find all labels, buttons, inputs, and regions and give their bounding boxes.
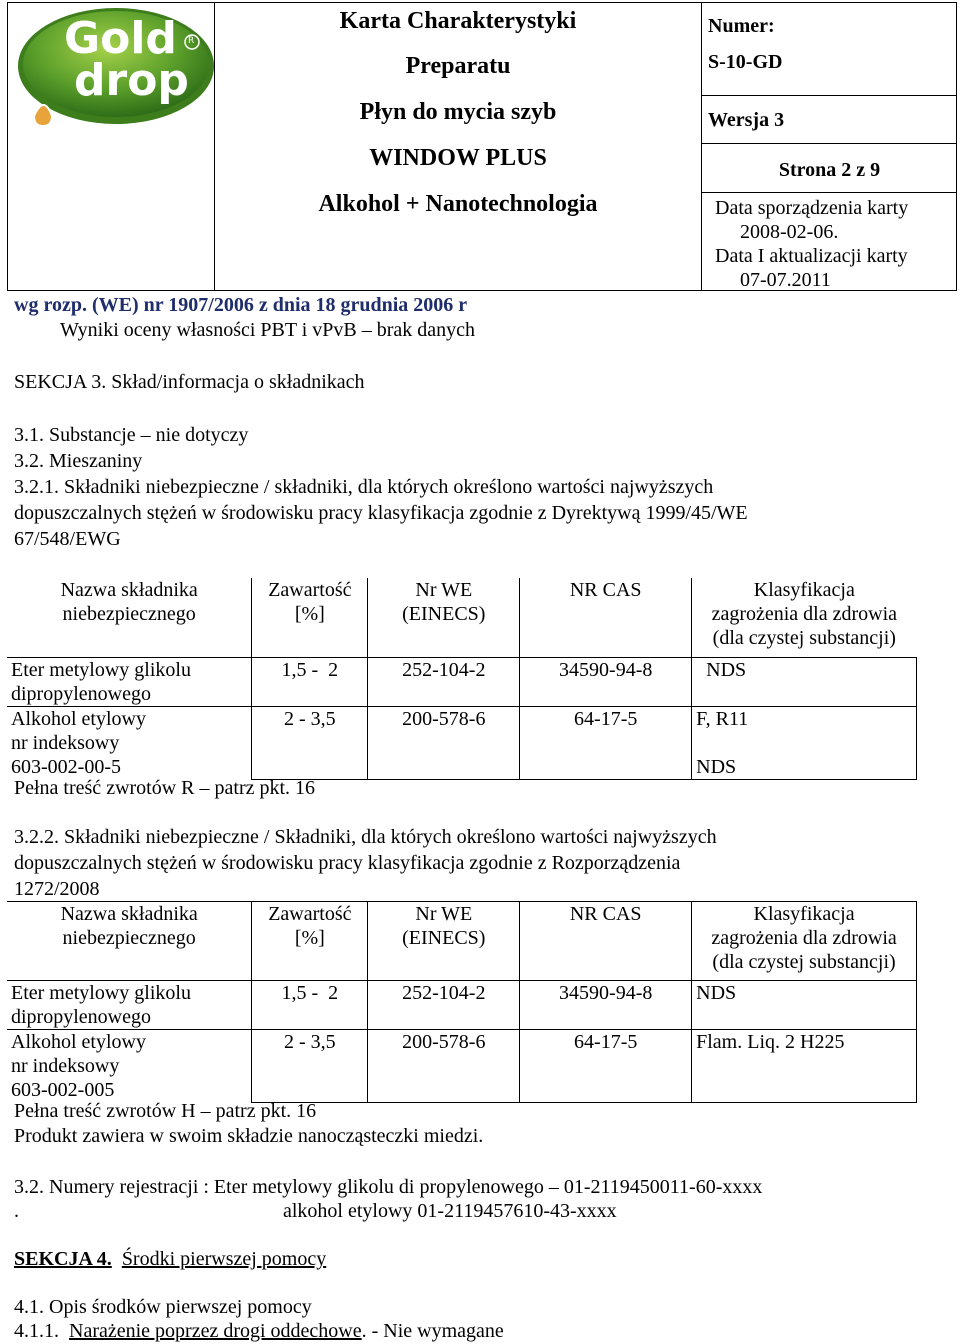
data-sporzadzenia-value: 2008-02-06. [740, 221, 839, 243]
cell-nazwa: Eter metylowy glikolu dipropylenowego [11, 658, 191, 705]
section-3-heading-rest: . Skład/informacja o składnikach [101, 371, 365, 393]
section-3-2-2-line-3: 1272/2008 [14, 878, 100, 900]
section-3-1: 3.1. Substancje – nie dotyczy [14, 424, 249, 446]
header-nazwa: Nazwa składnika niebezpiecznego [60, 579, 198, 625]
cell-nr-we: 200-578-6 [402, 1031, 486, 1053]
numer-value: S-10-GD [708, 51, 783, 73]
cell-nazwa: Alkohol etylowy nr indeksowy 603-002-005 [11, 1031, 146, 1101]
cell-zawartosc: 1,5 - 2 [281, 658, 339, 681]
section-4-1-1 [14, 1319, 504, 1343]
logo-text-drop: drop [74, 55, 189, 106]
section-3-heading-prefix: SEKCJA 3 [14, 371, 102, 393]
header-zawartosc: Zawartość [%] [268, 903, 352, 949]
section-4-heading-title: Środki pierwszej pomocy [121, 1248, 327, 1270]
cell-nr-cas: 64-17-5 [574, 1031, 638, 1053]
cell-klasyfikacja: Flam. Liq. 2 H225 [696, 1031, 845, 1053]
cell-nr-cas: 64-17-5 [574, 707, 638, 730]
nano-note: Produkt zawiera w swoim składzie nanocząsteczki miedzi. [14, 1125, 484, 1147]
logo-text-gold: Gold [64, 13, 177, 64]
section-3-2-1-line-3: 67/548/EWG [14, 528, 121, 550]
table-row [7, 657, 917, 706]
section-3-2-2-line-2: dopuszczalnych stężeń w środowisku pracy klasyfikacja zgodnie z Rozporządzenia [14, 852, 681, 874]
title-line-4: WINDOW PLUS [369, 145, 547, 171]
cell-nazwa: Alkohol etylowy nr indeksowy 603-002-00-5 [11, 707, 146, 778]
cell-klasyfikacja: NDS [696, 982, 737, 1004]
title-line-3: Płyn do mycia szyb [359, 99, 557, 125]
header-nr-we: Nr WE (EINECS) [402, 903, 486, 949]
pbt-line: Wyniki oceny własności PBT i vPvB – brak danych [60, 319, 476, 341]
title-line-5: Alkohol + Nanotechnologia [318, 191, 598, 217]
data-aktualizacji-value: 07-07.2011 [740, 269, 831, 291]
section-4-1-1-num: 4.1.1. [14, 1320, 59, 1342]
section-3-2-1-line-1: 3.2.1. Składniki niebezpieczne / składniki, dla których określono wartości najwyższych [14, 476, 714, 498]
cell-nr-cas: 34590-94-8 [559, 982, 653, 1004]
header-nr-cas: NR CAS [569, 903, 642, 925]
classification-table-2 [7, 901, 917, 1103]
note-r-phrases: Pełna treść zwrotów R – patrz pkt. 16 [14, 777, 316, 799]
section-4-1-1-rest: . - Nie wymagane [361, 1320, 504, 1342]
wersja: Wersja 3 [708, 109, 785, 131]
logo-registered: R [188, 36, 195, 46]
section-3-2: 3.2. Mieszaniny [14, 450, 143, 472]
classification-table-1 [7, 578, 917, 780]
data-sporzadzenia-label: Data sporządzenia karty [715, 197, 909, 219]
cell-nr-cas: 34590-94-8 [559, 658, 653, 681]
data-aktualizacji-label: Data I aktualizacji karty [715, 245, 908, 267]
header-nr-we: Nr WE (EINECS) [402, 579, 486, 625]
table-row [7, 706, 917, 779]
section-4-1: 4.1. Opis środków pierwszej pomocy [14, 1296, 312, 1318]
regulation-line: wg rozp. (WE) nr 1907/2006 z dnia 18 grudnia 2006 r [14, 294, 468, 316]
section-4-heading [14, 1247, 326, 1271]
inhalation-exposure-link[interactable]: Narażenie poprzez drogi oddechowe [69, 1320, 362, 1342]
title-line-2: Preparatu [405, 53, 511, 79]
cell-klasyfikacja: F, R11 NDS [696, 707, 749, 778]
cell-nr-we: 252-104-2 [402, 658, 486, 681]
header-klasyfikacja: Klasyfikacja zagrożenia dla zdrowia (dla czystej substancji) [711, 579, 898, 649]
section-3-heading [14, 370, 365, 394]
section-3-2-2-line-1: 3.2.2. Składniki niebezpieczne / Składniki, dla których określono wartości najwyższych [14, 826, 717, 848]
registration-dot: . [14, 1200, 19, 1222]
cell-klasyfikacja: NDS [706, 658, 747, 681]
table-row [7, 981, 917, 1030]
title-line-1: Karta Charakterystyki [339, 8, 577, 34]
header-nazwa: Nazwa składnika niebezpiecznego [60, 903, 198, 949]
cell-nr-we: 252-104-2 [402, 982, 486, 1004]
cell-zawartosc: 2 - 3,5 [284, 707, 336, 730]
table-row [7, 1030, 917, 1103]
header-nr-cas: NR CAS [569, 579, 642, 601]
note-h-phrases: Pełna treść zwrotów H – patrz pkt. 16 [14, 1100, 317, 1122]
cell-nazwa: Eter metylowy glikolu dipropylenowego [11, 982, 191, 1028]
registration-line-2: alkohol etylowy 01-2119457610-43-xxxx [283, 1200, 617, 1222]
cell-zawartosc: 1,5 - 2 [281, 982, 339, 1004]
cell-nr-we: 200-578-6 [402, 707, 486, 730]
cell-zawartosc: 2 - 3,5 [284, 1031, 336, 1053]
header-zawartosc: Zawartość [%] [268, 579, 352, 625]
table-header-row [7, 902, 917, 981]
strona: Strona 2 z 9 [778, 159, 881, 181]
gold-drop-logo [14, 4, 218, 134]
table-header-row [7, 578, 917, 657]
section-3-2-1-line-2: dopuszczalnych stężeń w środowisku pracy klasyfikacja zgodnie z Dyrektywą 1999/45/WE [14, 502, 748, 524]
header-klasyfikacja: Klasyfikacja zagrożenia dla zdrowia (dla czystej substancji) [711, 903, 897, 973]
section-4-heading-num: SEKCJA 4. [14, 1248, 112, 1270]
registration-line-1: 3.2. Numery rejestracji : Eter metylowy glikolu di propylenowego – 01-2119450011-60-xxxx [14, 1176, 763, 1198]
numer-label: Numer: [708, 15, 775, 37]
